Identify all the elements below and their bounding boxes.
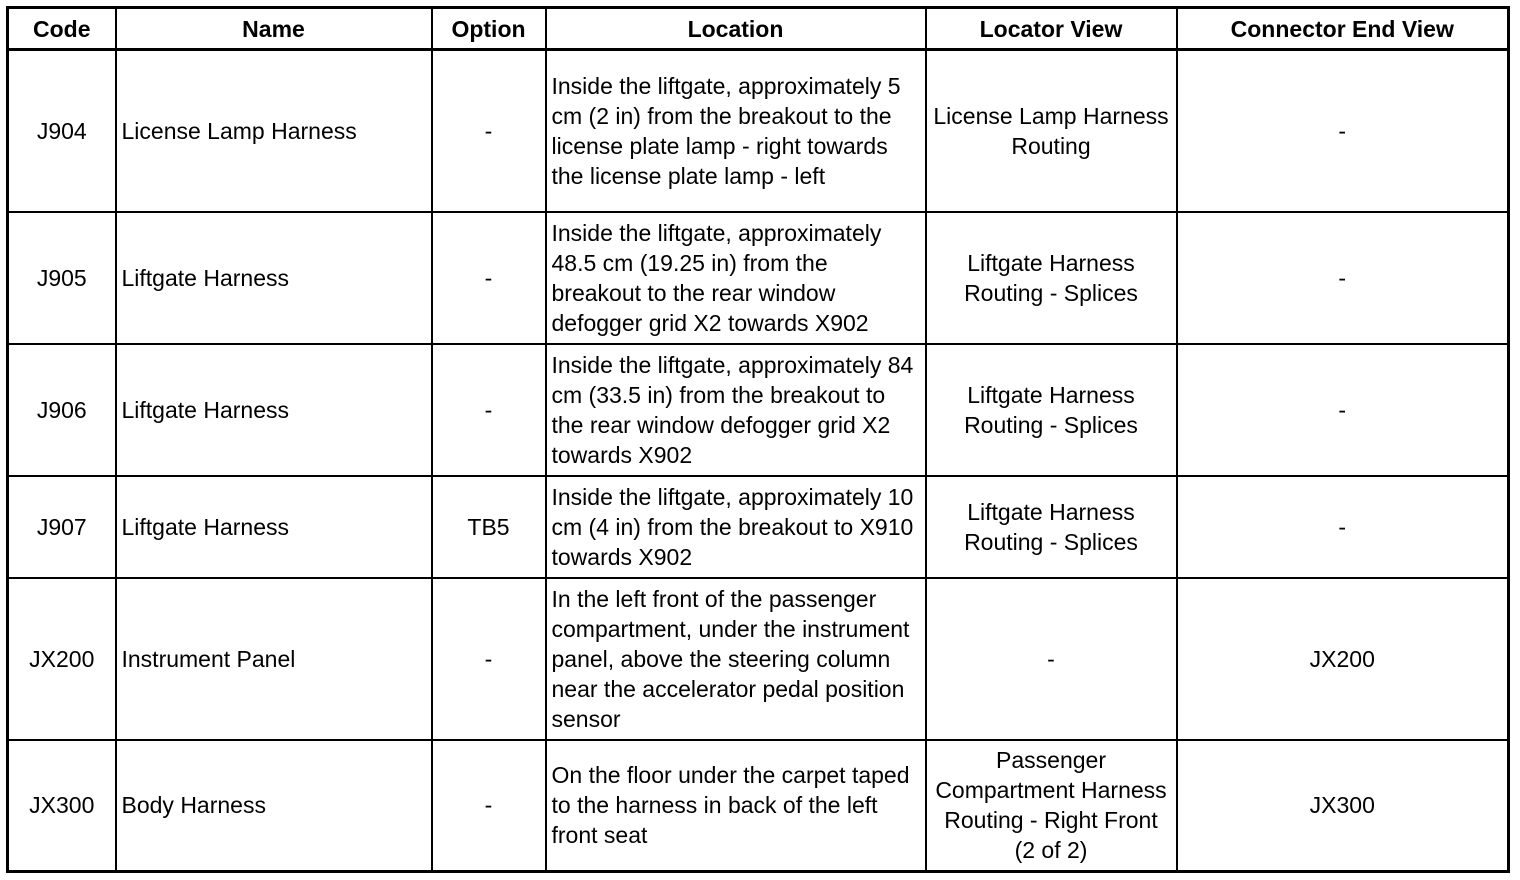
cell-connector-end-view: - — [1177, 50, 1509, 212]
table-header-row — [8, 8, 1509, 50]
cell-code: J904 — [8, 50, 116, 212]
cell-option: - — [432, 50, 546, 212]
cell-connector-end-view: - — [1177, 344, 1509, 476]
cell-locator-view: Passenger Compartment Harness Routing - Right Front (2 of 2) — [926, 740, 1177, 872]
cell-option: - — [432, 740, 546, 872]
cell-name: Liftgate Harness — [116, 476, 432, 578]
cell-locator-view: Liftgate Harness Routing - Splices — [926, 212, 1177, 344]
cell-locator-view: Liftgate Harness Routing - Splices — [926, 476, 1177, 578]
cell-code: JX200 — [8, 578, 116, 740]
header-locator-view: Locator View — [926, 8, 1177, 50]
table-row — [8, 344, 1509, 476]
cell-locator-view: License Lamp Harness Routing — [926, 50, 1177, 212]
cell-name: Liftgate Harness — [116, 212, 432, 344]
table-row — [8, 476, 1509, 578]
table-row — [8, 578, 1509, 740]
cell-name: Body Harness — [116, 740, 432, 872]
cell-name: Instrument Panel — [116, 578, 432, 740]
cell-locator-view: Liftgate Harness Routing - Splices — [926, 344, 1177, 476]
header-name: Name — [116, 8, 432, 50]
cell-connector-end-view: - — [1177, 212, 1509, 344]
cell-connector-end-view: JX300 — [1177, 740, 1509, 872]
cell-code: J907 — [8, 476, 116, 578]
cell-location: Inside the liftgate, approximately 48.5 cm (19.25 in) from the breakout to the rear window defogger grid X2 towards X902 — [546, 212, 926, 344]
header-code: Code — [8, 8, 116, 50]
cell-code: J905 — [8, 212, 116, 344]
cell-location: On the floor under the carpet taped to the harness in back of the left front seat — [546, 740, 926, 872]
cell-option: - — [432, 578, 546, 740]
cell-option: - — [432, 344, 546, 476]
cell-locator-view: - — [926, 578, 1177, 740]
cell-connector-end-view: JX200 — [1177, 578, 1509, 740]
cell-location: In the left front of the passenger compartment, under the instrument panel, above the steering column near the accelerator pedal position sensor — [546, 578, 926, 740]
table-row — [8, 212, 1509, 344]
header-option: Option — [432, 8, 546, 50]
cell-connector-end-view: - — [1177, 476, 1509, 578]
cell-name: License Lamp Harness — [116, 50, 432, 212]
header-connector-end-view: Connector End View — [1177, 8, 1509, 50]
table-row — [8, 740, 1509, 872]
cell-code: JX300 — [8, 740, 116, 872]
cell-location: Inside the liftgate, approximately 10 cm (4 in) from the breakout to X910 towards X902 — [546, 476, 926, 578]
cell-name: Liftgate Harness — [116, 344, 432, 476]
table-row — [8, 50, 1509, 212]
cell-code: J906 — [8, 344, 116, 476]
cell-option: - — [432, 212, 546, 344]
cell-option: TB5 — [432, 476, 546, 578]
connector-location-table — [6, 6, 1510, 873]
header-location: Location — [546, 8, 926, 50]
cell-location: Inside the liftgate, approximately 5 cm (2 in) from the breakout to the license plate lamp - right towards the license plate lamp - left — [546, 50, 926, 212]
cell-location: Inside the liftgate, approximately 84 cm (33.5 in) from the breakout to the rear window defogger grid X2 towards X902 — [546, 344, 926, 476]
